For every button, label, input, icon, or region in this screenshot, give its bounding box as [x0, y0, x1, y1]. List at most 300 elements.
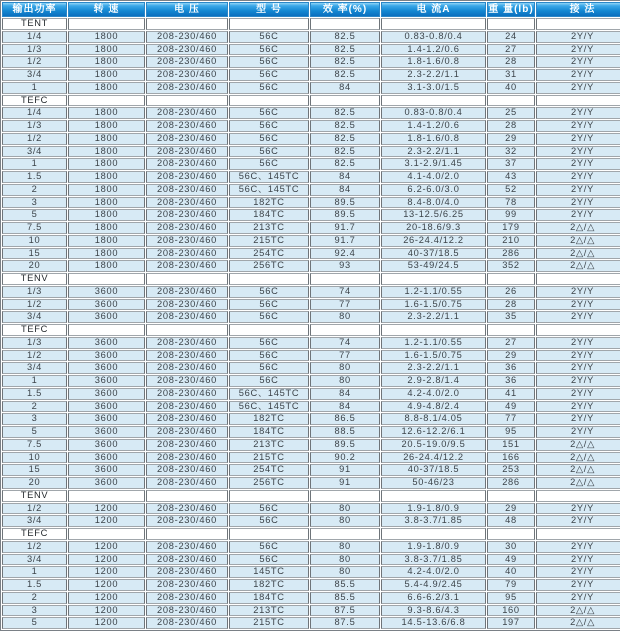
cell: 56C	[229, 107, 309, 119]
cell: 4.1-4.0/2.0	[381, 171, 486, 183]
cell: 15	[2, 464, 67, 476]
cell: 8.8-8.1/4.05	[381, 413, 486, 425]
cell: 1800	[68, 146, 145, 158]
cell: 84	[310, 171, 380, 183]
table-row	[2, 477, 620, 489]
cell: 3.8-3.7/1.85	[381, 554, 486, 566]
empty-cell	[536, 528, 620, 540]
cell: 1.4-1.2/0.6	[381, 44, 486, 56]
cell: 208-230/460	[146, 260, 228, 272]
cell: 3600	[68, 464, 145, 476]
cell: 256TC	[229, 477, 309, 489]
cell: 26-24.4/12.2	[381, 452, 486, 464]
cell: 3600	[68, 452, 145, 464]
cell: 0.83-0.8/0.4	[381, 31, 486, 43]
cell: 43	[487, 171, 535, 183]
cell: 208-230/460	[146, 69, 228, 81]
cell: 3/4	[2, 554, 67, 566]
cell: 3/4	[2, 362, 67, 374]
cell: 20.5-19.0/9.5	[381, 439, 486, 451]
cell: 1200	[68, 515, 145, 527]
column-header-output-power: 输出功率	[2, 2, 67, 17]
cell: 208-230/460	[146, 107, 228, 119]
cell: 1.9-1.8/0.9	[381, 541, 486, 553]
section-label: TEFC	[2, 95, 67, 107]
table-row	[2, 146, 620, 158]
cell: 56C	[229, 286, 309, 298]
cell: 2.3-2.2/1.1	[381, 146, 486, 158]
cell: 1/2	[2, 56, 67, 68]
empty-cell	[146, 273, 228, 285]
empty-cell	[68, 273, 145, 285]
cell: 1/2	[2, 503, 67, 515]
cell: 99	[487, 209, 535, 221]
cell: 145TC	[229, 566, 309, 578]
cell: 2△/△	[536, 452, 620, 464]
cell: 30	[487, 541, 535, 553]
cell: 84	[310, 82, 380, 94]
cell: 3	[2, 197, 67, 209]
cell: 2△/△	[536, 248, 620, 260]
cell: 82.5	[310, 44, 380, 56]
cell: 82.5	[310, 56, 380, 68]
cell: 56C	[229, 69, 309, 81]
column-header-efficiency: 效 率(%)	[310, 2, 380, 17]
cell: 1/3	[2, 44, 67, 56]
cell: 1800	[68, 171, 145, 183]
table-row	[2, 413, 620, 425]
cell: 3600	[68, 337, 145, 349]
cell: 89.5	[310, 439, 380, 451]
table-row	[2, 503, 620, 515]
cell: 2△/△	[536, 464, 620, 476]
cell: 1.5	[2, 388, 67, 400]
cell: 84	[310, 184, 380, 196]
cell: 91	[310, 464, 380, 476]
cell: 5	[2, 617, 67, 629]
cell: 208-230/460	[146, 56, 228, 68]
column-header-model: 型 号	[229, 2, 309, 17]
cell: 2Y/Y	[536, 541, 620, 553]
table-row	[2, 56, 620, 68]
column-header-speed: 转 速	[68, 2, 145, 17]
cell: 3600	[68, 311, 145, 323]
cell: 2△/△	[536, 477, 620, 489]
cell: 1	[2, 375, 67, 387]
empty-cell	[310, 95, 380, 107]
cell: 208-230/460	[146, 452, 228, 464]
cell: 14.5-13.6/6.8	[381, 617, 486, 629]
table-row	[2, 260, 620, 272]
section-label-row	[2, 528, 620, 540]
cell: 1800	[68, 133, 145, 145]
cell: 208-230/460	[146, 158, 228, 170]
cell: 1800	[68, 31, 145, 43]
cell: 2Y/Y	[536, 133, 620, 145]
column-header-voltage: 电 压	[146, 2, 228, 17]
empty-cell	[229, 490, 309, 502]
cell: 82.5	[310, 69, 380, 81]
cell: 1.6-1.5/0.75	[381, 299, 486, 311]
cell: 80	[310, 566, 380, 578]
cell: 1/4	[2, 107, 67, 119]
cell: 2Y/Y	[536, 209, 620, 221]
section-label-row	[2, 273, 620, 285]
cell: 151	[487, 439, 535, 451]
cell: 208-230/460	[146, 617, 228, 629]
cell: 2Y/Y	[536, 31, 620, 43]
cell: 208-230/460	[146, 439, 228, 451]
cell: 12.6-12.2/6.1	[381, 426, 486, 438]
cell: 166	[487, 452, 535, 464]
cell: 254TC	[229, 464, 309, 476]
cell: 213TC	[229, 605, 309, 617]
cell: 56C	[229, 375, 309, 387]
cell: 37	[487, 158, 535, 170]
empty-cell	[310, 490, 380, 502]
empty-cell	[310, 324, 380, 336]
cell: 2Y/Y	[536, 184, 620, 196]
cell: 2.3-2.2/1.1	[381, 311, 486, 323]
cell: 56C、145TC	[229, 171, 309, 183]
cell: 74	[310, 337, 380, 349]
header-row	[2, 2, 620, 17]
empty-cell	[310, 528, 380, 540]
table-row	[2, 566, 620, 578]
table-row	[2, 605, 620, 617]
cell: 208-230/460	[146, 286, 228, 298]
cell: 48	[487, 515, 535, 527]
cell: 1200	[68, 592, 145, 604]
section-label-row	[2, 18, 620, 30]
cell: 2Y/Y	[536, 146, 620, 158]
section-label: TENV	[2, 490, 67, 502]
table-row	[2, 541, 620, 553]
cell: 256TC	[229, 260, 309, 272]
cell: 1800	[68, 120, 145, 132]
cell: 89.5	[310, 197, 380, 209]
cell: 208-230/460	[146, 31, 228, 43]
cell: 7.5	[2, 222, 67, 234]
cell: 52	[487, 184, 535, 196]
cell: 208-230/460	[146, 133, 228, 145]
cell: 15	[2, 248, 67, 260]
cell: 13-12.5/6.25	[381, 209, 486, 221]
table-row	[2, 197, 620, 209]
cell: 2Y/Y	[536, 375, 620, 387]
cell: 82.5	[310, 158, 380, 170]
cell: 208-230/460	[146, 299, 228, 311]
cell: 1800	[68, 44, 145, 56]
empty-cell	[310, 273, 380, 285]
cell: 2.3-2.2/1.1	[381, 362, 486, 374]
table-row	[2, 107, 620, 119]
cell: 5.4-4.9/2.45	[381, 579, 486, 591]
table-row	[2, 31, 620, 43]
cell: 208-230/460	[146, 44, 228, 56]
cell: 29	[487, 133, 535, 145]
cell: 82.5	[310, 31, 380, 43]
cell: 84	[310, 401, 380, 413]
cell: 82.5	[310, 120, 380, 132]
cell: 1800	[68, 82, 145, 94]
cell: 92.4	[310, 248, 380, 260]
cell: 208-230/460	[146, 554, 228, 566]
cell: 2△/△	[536, 605, 620, 617]
cell: 2Y/Y	[536, 592, 620, 604]
cell: 85.5	[310, 592, 380, 604]
cell: 1	[2, 158, 67, 170]
cell: 286	[487, 248, 535, 260]
cell: 78	[487, 197, 535, 209]
cell: 352	[487, 260, 535, 272]
cell: 182TC	[229, 197, 309, 209]
empty-cell	[68, 490, 145, 502]
cell: 1/4	[2, 31, 67, 43]
cell: 2△/△	[536, 439, 620, 451]
empty-cell	[487, 95, 535, 107]
table-row	[2, 133, 620, 145]
cell: 28	[487, 56, 535, 68]
cell: 1.8-1.6/0.8	[381, 56, 486, 68]
cell: 2Y/Y	[536, 503, 620, 515]
cell: 208-230/460	[146, 375, 228, 387]
cell: 208-230/460	[146, 579, 228, 591]
empty-cell	[68, 95, 145, 107]
cell: 26	[487, 286, 535, 298]
cell: 79	[487, 579, 535, 591]
cell: 50-46/23	[381, 477, 486, 489]
cell: 56C	[229, 554, 309, 566]
cell: 2Y/Y	[536, 388, 620, 400]
cell: 1200	[68, 541, 145, 553]
cell: 1800	[68, 158, 145, 170]
cell: 40-37/18.5	[381, 464, 486, 476]
cell: 2Y/Y	[536, 69, 620, 81]
cell: 2.3-2.2/1.1	[381, 69, 486, 81]
cell: 93	[310, 260, 380, 272]
empty-cell	[381, 324, 486, 336]
cell: 1200	[68, 605, 145, 617]
cell: 56C	[229, 299, 309, 311]
cell: 1200	[68, 579, 145, 591]
cell: 10	[2, 452, 67, 464]
cell: 3600	[68, 388, 145, 400]
cell: 253	[487, 464, 535, 476]
table-row	[2, 120, 620, 132]
cell: 7.5	[2, 439, 67, 451]
cell: 40	[487, 82, 535, 94]
cell: 80	[310, 541, 380, 553]
cell: 41	[487, 388, 535, 400]
cell: 2.9-2.8/1.4	[381, 375, 486, 387]
cell: 1.4-1.2/0.6	[381, 120, 486, 132]
cell: 3/4	[2, 69, 67, 81]
cell: 3/4	[2, 311, 67, 323]
empty-cell	[536, 490, 620, 502]
cell: 1/2	[2, 350, 67, 362]
cell: 10	[2, 235, 67, 247]
cell: 1.2-1.1/0.55	[381, 337, 486, 349]
table-row	[2, 171, 620, 183]
cell: 29	[487, 503, 535, 515]
table-row	[2, 464, 620, 476]
cell: 77	[310, 350, 380, 362]
cell: 1.6-1.5/0.75	[381, 350, 486, 362]
cell: 56C	[229, 311, 309, 323]
section-label: TEFC	[2, 528, 67, 540]
cell: 95	[487, 426, 535, 438]
cell: 3/4	[2, 146, 67, 158]
cell: 2Y/Y	[536, 107, 620, 119]
cell: 90.2	[310, 452, 380, 464]
cell: 49	[487, 401, 535, 413]
cell: 9.3-8.6/4.3	[381, 605, 486, 617]
cell: 82.5	[310, 133, 380, 145]
column-header-current: 电 流A	[381, 2, 486, 17]
cell: 1.2-1.1/0.55	[381, 286, 486, 298]
cell: 3	[2, 605, 67, 617]
cell: 3600	[68, 426, 145, 438]
cell: 2Y/Y	[536, 413, 620, 425]
empty-cell	[146, 490, 228, 502]
cell: 2Y/Y	[536, 401, 620, 413]
empty-cell	[487, 528, 535, 540]
empty-cell	[68, 18, 145, 30]
cell: 286	[487, 477, 535, 489]
cell: 3600	[68, 362, 145, 374]
empty-cell	[146, 18, 228, 30]
cell: 2△/△	[536, 617, 620, 629]
cell: 56C	[229, 503, 309, 515]
cell: 1800	[68, 56, 145, 68]
table-row	[2, 515, 620, 527]
cell: 208-230/460	[146, 426, 228, 438]
cell: 27	[487, 44, 535, 56]
cell: 20-18.6/9.3	[381, 222, 486, 234]
table-row	[2, 375, 620, 387]
table-row	[2, 299, 620, 311]
cell: 2Y/Y	[536, 362, 620, 374]
table-row	[2, 439, 620, 451]
cell: 208-230/460	[146, 566, 228, 578]
cell: 40-37/18.5	[381, 248, 486, 260]
cell: 28	[487, 299, 535, 311]
cell: 3.8-3.7/1.85	[381, 515, 486, 527]
cell: 208-230/460	[146, 413, 228, 425]
cell: 208-230/460	[146, 337, 228, 349]
empty-cell	[68, 324, 145, 336]
section-label-row	[2, 324, 620, 336]
cell: 56C	[229, 31, 309, 43]
empty-cell	[381, 528, 486, 540]
cell: 215TC	[229, 617, 309, 629]
cell: 56C	[229, 337, 309, 349]
empty-cell	[487, 324, 535, 336]
cell: 80	[310, 503, 380, 515]
cell: 213TC	[229, 222, 309, 234]
cell: 1800	[68, 184, 145, 196]
table-row	[2, 388, 620, 400]
section-label-row	[2, 490, 620, 502]
cell: 208-230/460	[146, 605, 228, 617]
cell: 4.2-4.0/2.0	[381, 566, 486, 578]
cell: 20	[2, 477, 67, 489]
cell: 2Y/Y	[536, 82, 620, 94]
cell: 56C	[229, 82, 309, 94]
empty-cell	[229, 273, 309, 285]
cell: 2Y/Y	[536, 579, 620, 591]
cell: 2△/△	[536, 260, 620, 272]
cell: 197	[487, 617, 535, 629]
cell: 80	[310, 311, 380, 323]
table-row	[2, 286, 620, 298]
cell: 84	[310, 388, 380, 400]
cell: 2Y/Y	[536, 554, 620, 566]
table-row	[2, 184, 620, 196]
cell: 2Y/Y	[536, 56, 620, 68]
cell: 3	[2, 413, 67, 425]
cell: 1.5	[2, 579, 67, 591]
section-label: TENT	[2, 18, 67, 30]
cell: 1	[2, 82, 67, 94]
cell: 80	[310, 554, 380, 566]
cell: 77	[487, 413, 535, 425]
cell: 1800	[68, 222, 145, 234]
cell: 56C	[229, 515, 309, 527]
cell: 208-230/460	[146, 120, 228, 132]
table-row	[2, 209, 620, 221]
table-row	[2, 235, 620, 247]
cell: 3600	[68, 375, 145, 387]
cell: 208-230/460	[146, 248, 228, 260]
cell: 208-230/460	[146, 171, 228, 183]
cell: 2	[2, 401, 67, 413]
cell: 3600	[68, 299, 145, 311]
cell: 87.5	[310, 617, 380, 629]
cell: 215TC	[229, 235, 309, 247]
empty-cell	[146, 95, 228, 107]
cell: 1/2	[2, 541, 67, 553]
cell: 3.1-2.9/1.45	[381, 158, 486, 170]
cell: 24	[487, 31, 535, 43]
cell: 27	[487, 337, 535, 349]
column-header-connection: 接 法	[536, 2, 620, 17]
cell: 208-230/460	[146, 222, 228, 234]
cell: 1800	[68, 107, 145, 119]
cell: 2Y/Y	[536, 426, 620, 438]
table-row	[2, 617, 620, 629]
cell: 1800	[68, 209, 145, 221]
cell: 3600	[68, 477, 145, 489]
section-label-row	[2, 95, 620, 107]
cell: 208-230/460	[146, 235, 228, 247]
cell: 210	[487, 235, 535, 247]
cell: 56C、145TC	[229, 388, 309, 400]
cell: 3600	[68, 401, 145, 413]
cell: 1200	[68, 554, 145, 566]
cell: 80	[310, 515, 380, 527]
cell: 215TC	[229, 452, 309, 464]
cell: 56C	[229, 146, 309, 158]
table-row	[2, 311, 620, 323]
cell: 87.5	[310, 605, 380, 617]
cell: 56C	[229, 44, 309, 56]
empty-cell	[487, 490, 535, 502]
table-row	[2, 222, 620, 234]
cell: 2△/△	[536, 235, 620, 247]
cell: 36	[487, 375, 535, 387]
